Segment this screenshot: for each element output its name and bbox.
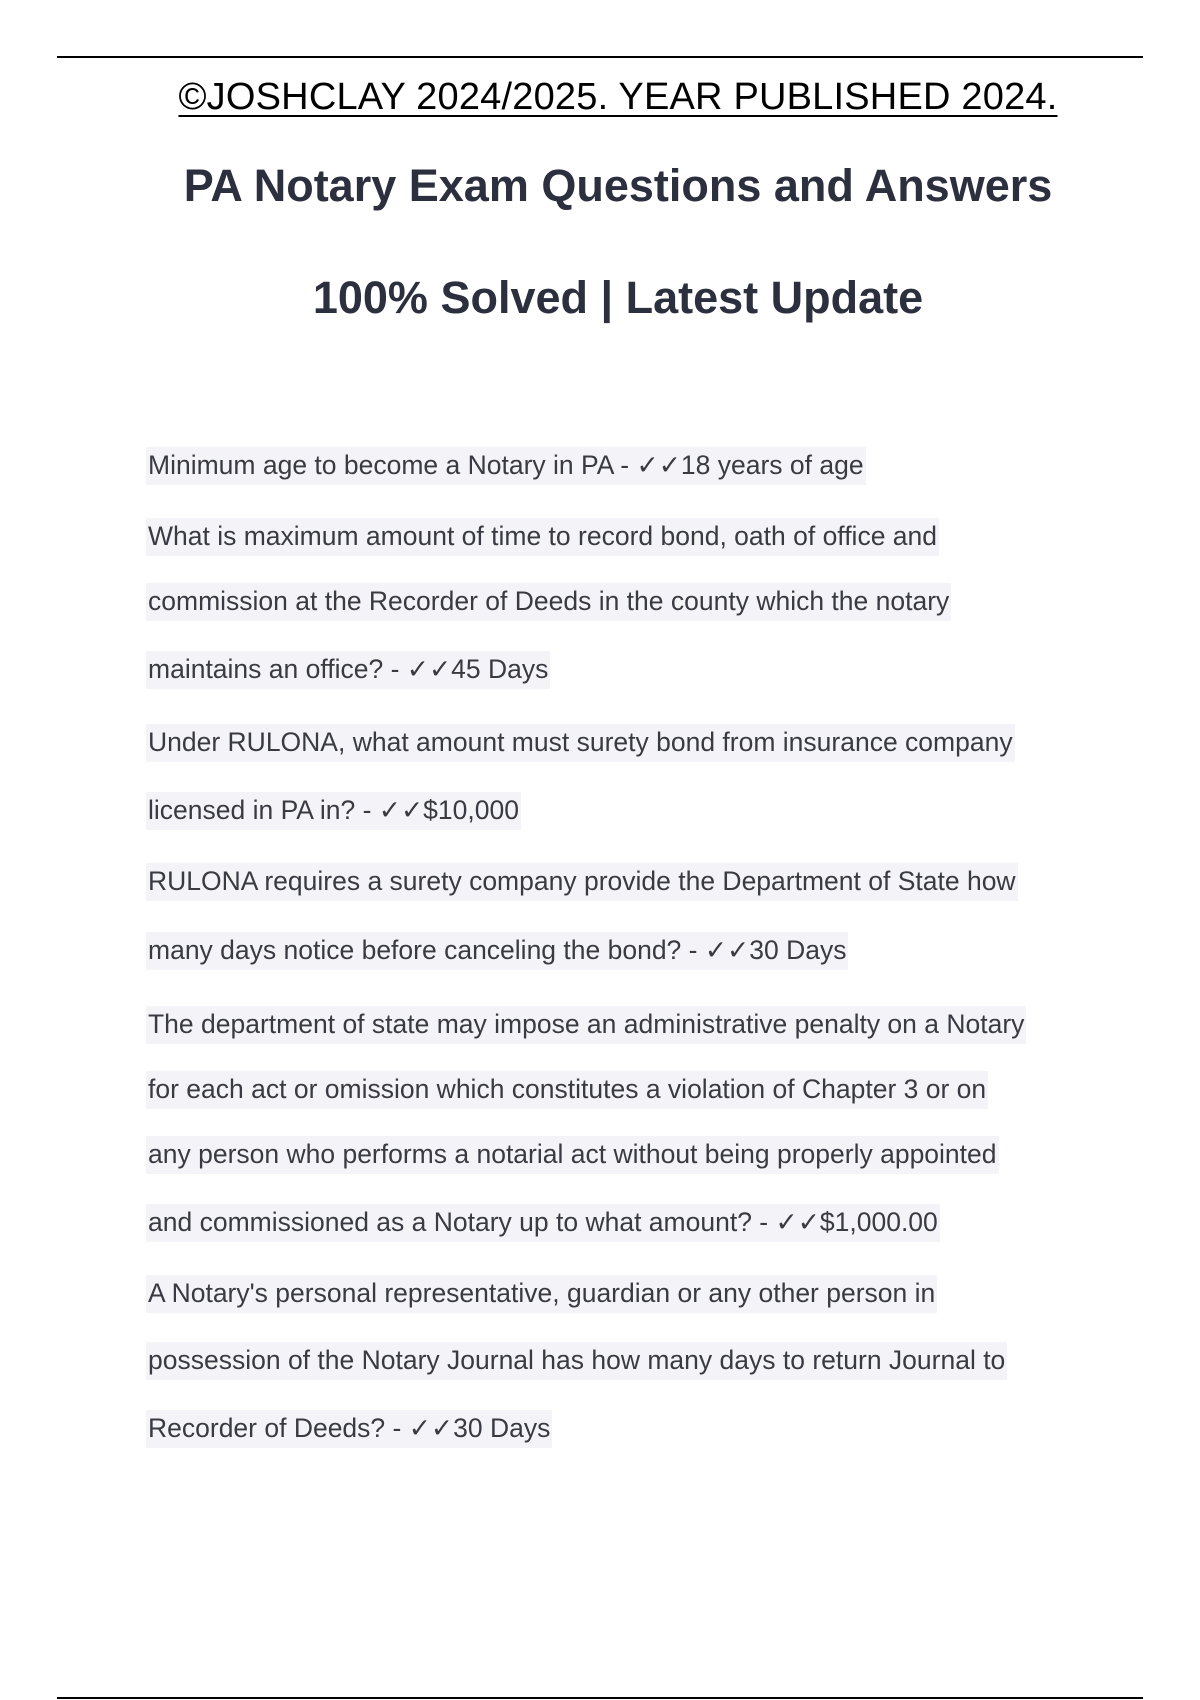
qa-line: for each act or omission which constitutes a violation of Chapter 3 or on — [146, 1076, 988, 1103]
copyright-header — [0, 76, 1200, 119]
qa-line: Minimum age to become a Notary in PA - ✓✓18 years of age — [146, 452, 866, 479]
qa-line: Recorder of Deeds? - ✓✓30 Days — [146, 1415, 552, 1442]
qa-line: commission at the Recorder of Deeds in the county which the notary — [146, 588, 951, 615]
qa-line: any person who performs a notarial act without being properly appointed — [146, 1141, 999, 1168]
qa-line: The department of state may impose an administrative penalty on a Notary — [146, 1011, 1026, 1038]
qa-line: RULONA requires a surety company provide the Department of State how — [146, 868, 1018, 895]
document-subtitle: 100% Solved | Latest Update — [312, 272, 924, 323]
qa-line: and commissioned as a Notary up to what amount? - ✓✓$1,000.00 — [146, 1209, 940, 1236]
qa-line: A Notary's personal representative, guardian or any other person in — [146, 1280, 937, 1307]
qa-line: What is maximum amount of time to record bond, oath of office and — [146, 523, 939, 550]
qa-line: possession of the Notary Journal has how many days to return Journal to — [146, 1347, 1007, 1374]
qa-line: Under RULONA, what amount must surety bond from insurance company — [146, 729, 1015, 756]
qa-line: many days notice before canceling the bond? - ✓✓30 Days — [146, 937, 848, 964]
bottom-rule — [57, 1697, 1143, 1699]
qa-line: licensed in PA in? - ✓✓$10,000 — [146, 797, 521, 824]
copyright-text: ©JOSHCLAY 2024/2025. YEAR PUBLISHED 2024. — [178, 76, 1058, 118]
document-title: PA Notary Exam Questions and Answers — [183, 160, 1053, 211]
top-rule — [57, 56, 1143, 58]
qa-line: maintains an office? - ✓✓45 Days — [146, 656, 550, 683]
